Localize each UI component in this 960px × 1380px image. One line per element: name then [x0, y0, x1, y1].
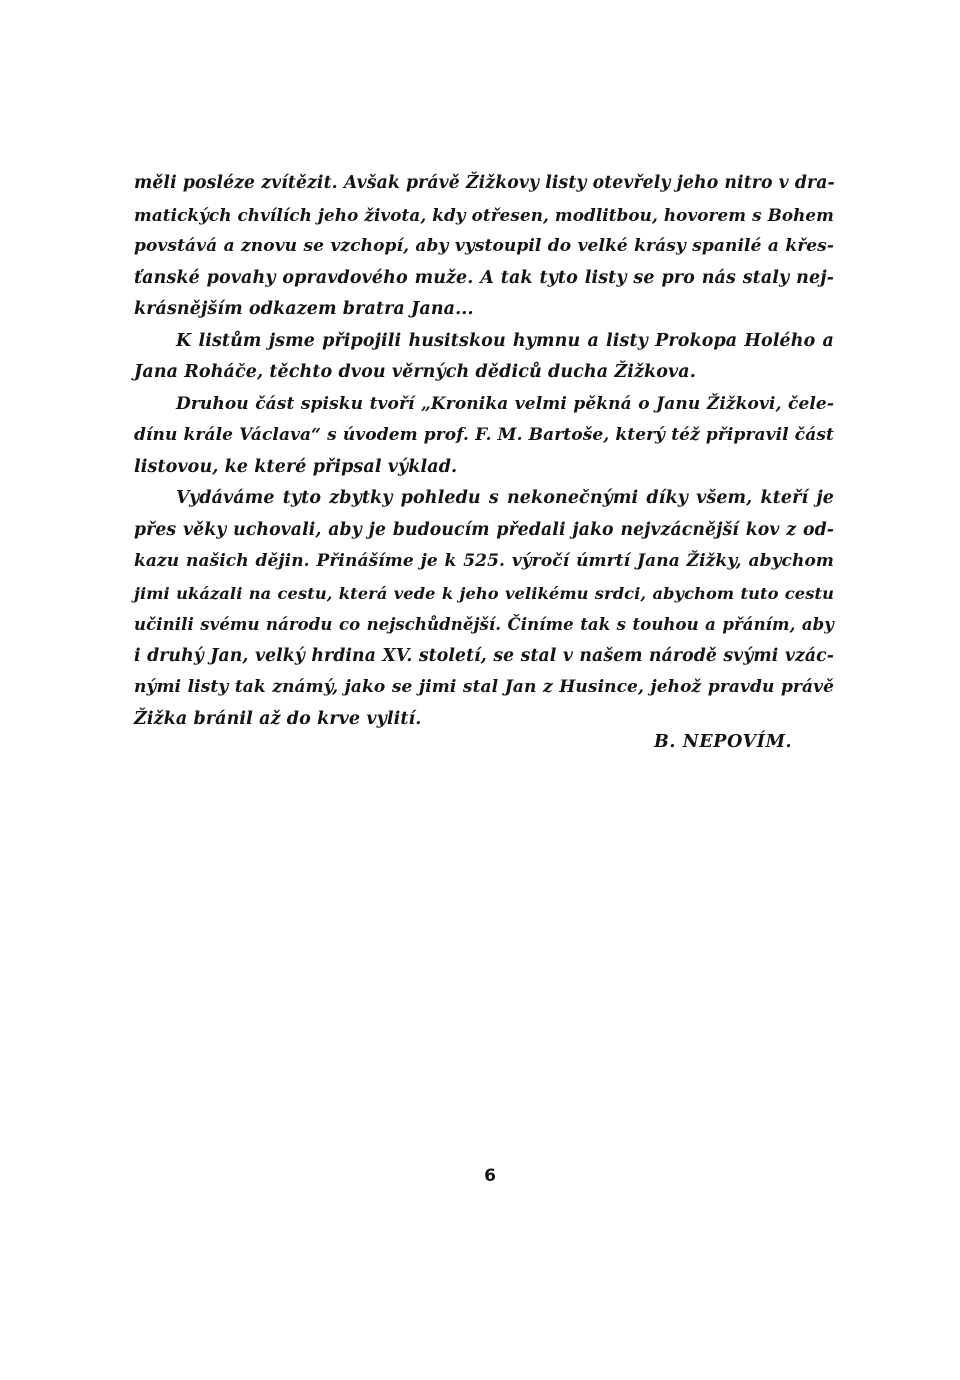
signature: B. NEPOVÍM.: [654, 732, 793, 752]
text-line: povstává a znovu se vzchopí, aby vystoupil do velké krásy spanilé a křes-: [134, 236, 834, 256]
text-line: přes věky uchovali, aby je budoucím předali jako nejvzácnější kov z od-: [134, 519, 834, 540]
text-line: K listům jsme připojili husitskou hymnu a listy Prokopa Holého a: [176, 330, 834, 351]
text-line: nými listy tak známý, jako se jimi stal Jan z Husince, jehož pravdu právě: [134, 677, 834, 697]
text-line: měli posléze zvítězit. Avšak právě Žižkovy listy otevřely jeho nitro v dra-: [134, 173, 835, 193]
text-line: ťanské povahy opravdového muže. A tak tyto listy se pro nás staly nej-: [134, 267, 834, 288]
text-line: Žižka bránil až do krve vylití.: [134, 708, 422, 729]
page-number: 6: [484, 1166, 496, 1186]
text-line: kazu našich dějin. Přinášíme je k 525. výročí úmrtí Jana Žižky, abychom: [134, 551, 834, 571]
text-line: jimi ukázali na cestu, která vede k jeho velikému srdci, abychom tuto cestu: [134, 583, 834, 603]
text-line: Jana Roháče, těchto dvou věrných dědiců ducha Žižkova.: [134, 362, 696, 382]
text-line: krásnějším odkazem bratra Jana...: [134, 299, 474, 319]
text-line: matických chvílích jeho života, kdy otřesen, modlitbou, hovorem s Bohem: [134, 204, 834, 225]
text-line: Druhou část spisku tvoří „Kronika velmi pěkná o Janu Žižkovi, čele-: [176, 393, 834, 414]
text-line: i druhý Jan, velký hrdina XV. století, se stal v našem národě svými vzác-: [134, 645, 834, 666]
text-line: učinili svému národu co nejschůdnější. Činíme tak s touhou a přáním, aby: [134, 615, 834, 634]
body-text: [134, 168, 834, 735]
text-line: Vydáváme tyto zbytky pohledu s nekonečnými díky všem, kteří je: [176, 488, 834, 508]
text-line: listovou, ke které připsal výklad.: [134, 456, 458, 477]
text-line: dínu krále Václava“ s úvodem prof. F. M. Bartoše, který též připravil část: [134, 425, 834, 445]
